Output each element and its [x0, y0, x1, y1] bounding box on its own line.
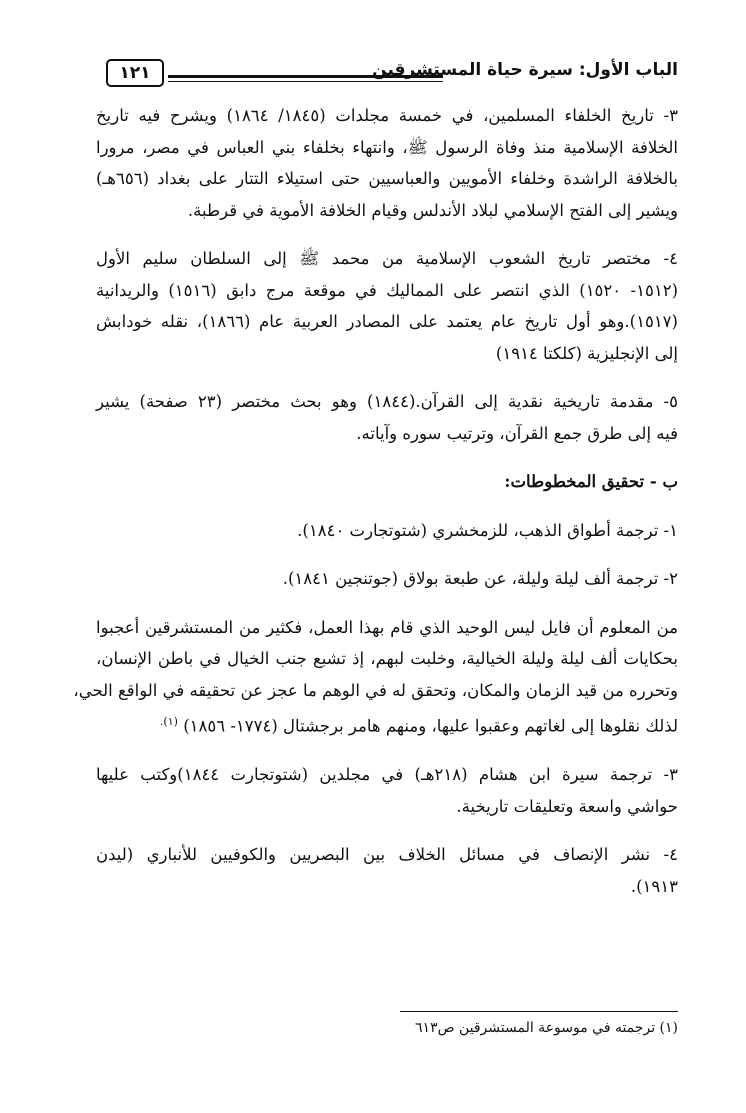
text-line: (١٥١٧).وهو أول تاريخ عام يعتمد على المصادر العربية عام (١٨٦٦)، نقله خودابش	[96, 312, 678, 331]
text-line: وتحرره من قيد الزمان والمكان، وتحقق له في الوهم ما عجز عن تحقيقه في الواقع الحي،	[73, 680, 678, 700]
paragraph	[73, 612, 678, 743]
header-rule-thin	[168, 81, 443, 82]
text-line: ٥- مقدمة تاريخية نقدية إلى القرآن.(١٨٤٤) وهو بحث مختصر (٢٣ صفحة) يشير	[96, 392, 678, 411]
body-text	[73, 100, 679, 919]
list-item: ١- ترجمة أطواق الذهب، للزمخشري (شتوتجارت ١٨٤٠).	[297, 520, 678, 540]
list-item	[96, 759, 678, 822]
text-line: ١٩١٣).	[630, 876, 678, 896]
text-line: إلى الإنجليزية (كلكتا ١٩١٤)	[495, 343, 678, 363]
text-line: ٣- ترجمة سيرة ابن هشام (٢١٨هـ) في مجلدين (شتوتجارت ١٨٤٤)وكتب عليها	[96, 765, 678, 784]
footnote-marker: (١).	[159, 715, 178, 728]
text-line: ٤- مختصر تاريخ الشعوب الإسلامية من محمد ﷺ إلى السلطان سليم الأول	[96, 249, 678, 268]
text-line: بحكايات ألف ليلة وليلة الخيالية، وخلبت لبهم، إذ تشبع جنب الخيال في باطن الإنسان،	[96, 649, 678, 668]
text-line: فيه إلى طرق جمع القرآن، وترتيب سوره وآياته.	[356, 423, 678, 443]
list-item	[96, 386, 678, 449]
footnote-rule	[400, 1011, 678, 1012]
list-item	[96, 839, 678, 902]
text-line: الخلافة الإسلامية منذ وفاة الرسول ﷺ، وانتهاء بخلفاء بني العباس في مصر، مرورا	[96, 137, 678, 157]
text-line: بالخلافة الراشدة وخلفاء الأمويين والعباسيين حتى استيلاء التتار على بغداد (٦٥٦هـ)	[96, 169, 678, 188]
text-line: من المعلوم أن فايل ليس الوحيد الذي قام بهذا العمل، فكثير من المستشرقين أعجبوا	[96, 617, 678, 637]
text-line	[96, 706, 678, 742]
footnote: (١) ترجمته في موسوعة المستشرقين ص٦١٣	[415, 1020, 678, 1036]
page-number-box	[106, 59, 164, 87]
list-item	[96, 100, 678, 226]
section-heading: ب - تحقيق المخطوطات:	[504, 472, 678, 491]
text-line: حواشي واسعة وتعليقات تاريخية.	[456, 796, 678, 816]
list-item: ٢- ترجمة ألف ليلة وليلة، عن طبعة بولاق (جوتنجين ١٨٤١).	[282, 569, 678, 588]
text-line: ويشير إلى الفتح الإسلامي لبلاد الأندلس وقيام الخلافة الأموية في قرطبة.	[187, 200, 678, 220]
page-number: ١٢١	[119, 63, 151, 83]
chapter-title: الباب الأول: سيرة حياة المستشرقين	[372, 60, 678, 80]
list-item	[96, 243, 678, 369]
text-line: (١٥١٢- ١٥٢٠) الذي انتصر على المماليك في موقعة مرج دابق (١٥١٦) والريدانية	[96, 280, 679, 300]
text-line: ٤- نشر الإنصاف في مسائل الخلاف بين البصريين والكوفيين للأنباري (ليدن	[96, 845, 678, 864]
text-line: ٣- تاريخ الخلفاء المسلمين، في خمسة مجلدات (١٨٤٥/ ١٨٦٤) ويشرح فيه تاريخ	[96, 106, 679, 125]
running-header	[98, 56, 678, 92]
text-line-content: لذلك نقلوها إلى لغاتهم وعقبوا عليها، ومنهم هامر برجشتال (١٧٧٤- ١٨٥٦)	[183, 716, 678, 736]
